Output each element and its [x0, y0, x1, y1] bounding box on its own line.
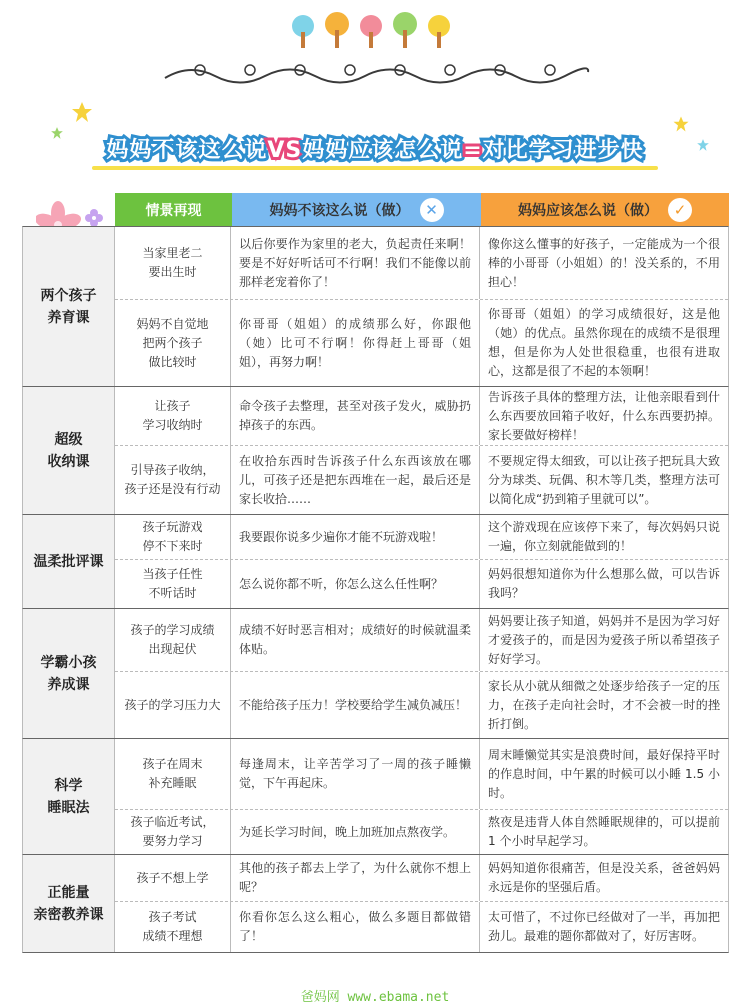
scene-cell-text: 妈妈不自觉地 把两个孩子 做比较时 [136, 316, 209, 369]
should-cell [480, 855, 728, 901]
table-row [115, 855, 728, 902]
should-not-cell [231, 810, 480, 854]
should-cell [480, 609, 728, 671]
should-not-cell [231, 560, 480, 608]
table-row [115, 902, 728, 952]
should-cell [480, 515, 728, 559]
title-eq: = [463, 137, 483, 163]
category-label: 正能量 亲密教养课 [23, 855, 115, 952]
category-group [22, 226, 729, 387]
header-scene-label: 情景再现 [145, 202, 202, 219]
table-row [115, 739, 728, 810]
should-not-cell [231, 609, 480, 671]
scene-cell-text: 引导孩子收纳， 孩子还是没有行动 [124, 463, 221, 496]
scene-cell [115, 560, 231, 608]
should-not-cell [231, 672, 480, 738]
category-group [22, 855, 729, 953]
scene-cell-text: 孩子临近考试， 要努力学习 [130, 815, 215, 848]
should-not-cell-text: 成绩不好时恶言相对；成绩好的时候就温柔体贴。 [239, 623, 471, 656]
should-cell [480, 387, 728, 445]
should-cell-text: 像你这么懂事的好孩子，一定能成为一个很棒的小哥哥（小姐姐）的！没关系的，不用担心！ [488, 236, 720, 289]
page-title [92, 126, 658, 170]
category-label: 科学 睡眠法 [23, 739, 115, 854]
should-cell [480, 810, 728, 854]
scene-cell [115, 227, 231, 299]
should-cell-text: 告诉孩子具体的整理方法，让他亲眼看到什么东西要放回箱子收好，什么东西要扔掉。家长要做好榜样！ [488, 389, 720, 442]
should-not-cell-text: 命令孩子去整理，甚至对孩子发火，威胁扔掉孩子的东西。 [239, 399, 471, 432]
should-not-cell-text: 你哥哥（姐姐）的成绩那么好，你跟他（她）比可不行啊！你得赶上哥哥（姐姐），再努力啊！ [239, 316, 471, 369]
scene-cell [115, 609, 231, 671]
scene-cell-text: 孩子玩游戏 停不下来时 [142, 520, 203, 553]
scene-cell [115, 387, 231, 445]
should-cell-text: 周末睡懒觉其实是浪费时间，最好保持平时的作息时间，中午累的时候可以小睡 1.5 小时。 [488, 747, 720, 800]
category-label: 学霸小孩 养成课 [23, 609, 115, 738]
header-no [232, 193, 481, 226]
table-body [22, 226, 729, 953]
should-not-cell-text: 我要跟你说多少遍你才能不玩游戏啦！ [239, 529, 444, 544]
title-vs: VS [267, 137, 303, 163]
scene-cell-text: 当孩子任性 不听话时 [142, 567, 203, 600]
table-row [115, 227, 728, 300]
header-yes-label: 妈妈应该怎么说（做） [518, 202, 658, 219]
category-group [22, 609, 729, 739]
should-not-cell-text: 以后你要作为家里的老大，负起责任来啊！要是不好好听话可不行啊！我们不能像以前那样老宠着你了！ [239, 236, 471, 289]
category-group [22, 739, 729, 855]
scene-cell [115, 672, 231, 738]
scene-cell [115, 810, 231, 854]
title-part2: 妈妈应该怎么说 [302, 137, 464, 163]
scene-cell-text: 孩子的学习压力大 [124, 697, 221, 712]
category-group [22, 387, 729, 515]
table-row [115, 387, 728, 446]
scene-cell-text: 让孩子 学习收纳时 [142, 399, 203, 432]
header-blank [22, 193, 115, 226]
should-cell [480, 227, 728, 299]
should-cell-text: 你哥哥（姐姐）的学习成绩很好，这是他（她）的优点。虽然你现在的成绩不是很理想，但是你为人处世很稳重，也很有进取心，这都是很了不起的本领啊！ [488, 307, 720, 378]
close-icon: ✕ [420, 198, 444, 222]
trees-decoration [285, 12, 465, 52]
category-label: 温柔批评课 [23, 515, 115, 608]
should-cell-text: 这个游戏现在应该停下来了，每次妈妈只说一遍，你立刻就能做到的！ [488, 520, 720, 553]
table-header [22, 193, 729, 226]
category-label: 两个孩子 养育课 [23, 227, 115, 386]
star-icon [696, 138, 710, 152]
should-cell [480, 446, 728, 514]
should-not-cell [231, 387, 480, 445]
should-not-cell [231, 300, 480, 386]
header-no-label: 妈妈不该这么说（做） [269, 202, 410, 219]
table-row [115, 810, 728, 854]
should-not-cell-text: 不能给孩子压力！学校要给学生减负减压！ [239, 697, 468, 712]
scene-cell-text: 孩子不想上学 [136, 870, 209, 885]
should-cell-text: 太可惜了，不过你已经做对了一半，再加把劲儿。最难的题你都做对了，好厉害呀。 [488, 910, 720, 943]
should-not-cell-text: 其他的孩子都去上学了，为什么就你不想上呢？ [239, 861, 471, 894]
star-icon [672, 115, 690, 133]
should-not-cell [231, 515, 480, 559]
should-cell-text: 妈妈要让孩子知道，妈妈并不是因为学习好才爱孩子的，而是因为爱孩子所以希望孩子好好学习。 [488, 613, 720, 666]
should-not-cell [231, 902, 480, 952]
should-cell-text: 不要规定得太细致，可以让孩子把玩具大致分为球类、玩偶、积木等几类，整理方法可以简化成“扔到箱子里就可以”。 [488, 453, 720, 506]
table-row [115, 609, 728, 672]
category-group [22, 515, 729, 609]
should-cell [480, 902, 728, 952]
star-icon [50, 126, 64, 140]
should-cell [480, 672, 728, 738]
scene-cell [115, 446, 231, 514]
table-row [115, 672, 728, 738]
should-cell-text: 家长从小就从细微之处逐步给孩子一定的压力，在孩子走向社会时，才不会被一时的挫折打倒。 [488, 678, 720, 731]
title-underline [92, 166, 658, 170]
scene-cell [115, 515, 231, 559]
table-row [115, 560, 728, 608]
check-icon: ✓ [668, 198, 692, 222]
comparison-table [22, 193, 729, 953]
should-not-cell [231, 227, 480, 299]
header-yes [481, 193, 729, 226]
should-not-cell-text: 你看你怎么这么粗心，做么多题目都做错了！ [239, 910, 471, 943]
header-scene [115, 193, 232, 226]
should-cell-text: 妈妈知道你很痛苦，但是没关系，爸爸妈妈永远是你的坚强后盾。 [488, 861, 720, 894]
should-not-cell-text: 每逢周末，让辛苦学习了一周的孩子睡懒觉，下午再起床。 [239, 757, 471, 790]
title-part1: 妈妈不该这么说 [106, 137, 268, 163]
should-not-cell-text: 为延长学习时间，晚上加班加点熬夜学。 [239, 824, 456, 839]
should-cell [480, 739, 728, 809]
should-not-cell [231, 855, 480, 901]
should-not-cell-text: 在收拾东西时告诉孩子什么东西该放在哪儿，可孩子还是把东西堆在一起，最后还是家长收拾…… [239, 453, 471, 506]
scene-cell-text: 孩子的学习成绩 出现起伏 [130, 623, 215, 656]
title-part3: 对比学习进步快 [482, 137, 644, 163]
should-cell-text: 熬夜是违背人体自然睡眠规律的，可以提前 1 个小时早起学习。 [488, 815, 720, 848]
site-footer: 爸妈网 www.ebama.net [300, 990, 450, 1005]
table-row [115, 300, 728, 386]
should-cell [480, 560, 728, 608]
scene-cell-text: 孩子在周末 补充睡眠 [142, 757, 203, 790]
should-not-cell [231, 739, 480, 809]
vine-decoration [160, 58, 590, 88]
category-label: 超级 收纳课 [23, 387, 115, 514]
scene-cell [115, 902, 231, 952]
should-cell [480, 300, 728, 386]
table-row [115, 515, 728, 560]
scene-cell [115, 739, 231, 809]
should-cell-text: 妈妈很想知道你为什么想那么做，可以告诉我吗？ [488, 567, 720, 600]
should-not-cell-text: 怎么说你都不听，你怎么这么任性啊？ [239, 576, 444, 591]
scene-cell-text: 孩子考试 成绩不理想 [142, 910, 203, 943]
scene-cell [115, 855, 231, 901]
table-row [115, 446, 728, 514]
should-not-cell [231, 446, 480, 514]
star-icon [70, 100, 94, 124]
scene-cell-text: 当家里老二 要出生时 [142, 246, 203, 279]
scene-cell [115, 300, 231, 386]
